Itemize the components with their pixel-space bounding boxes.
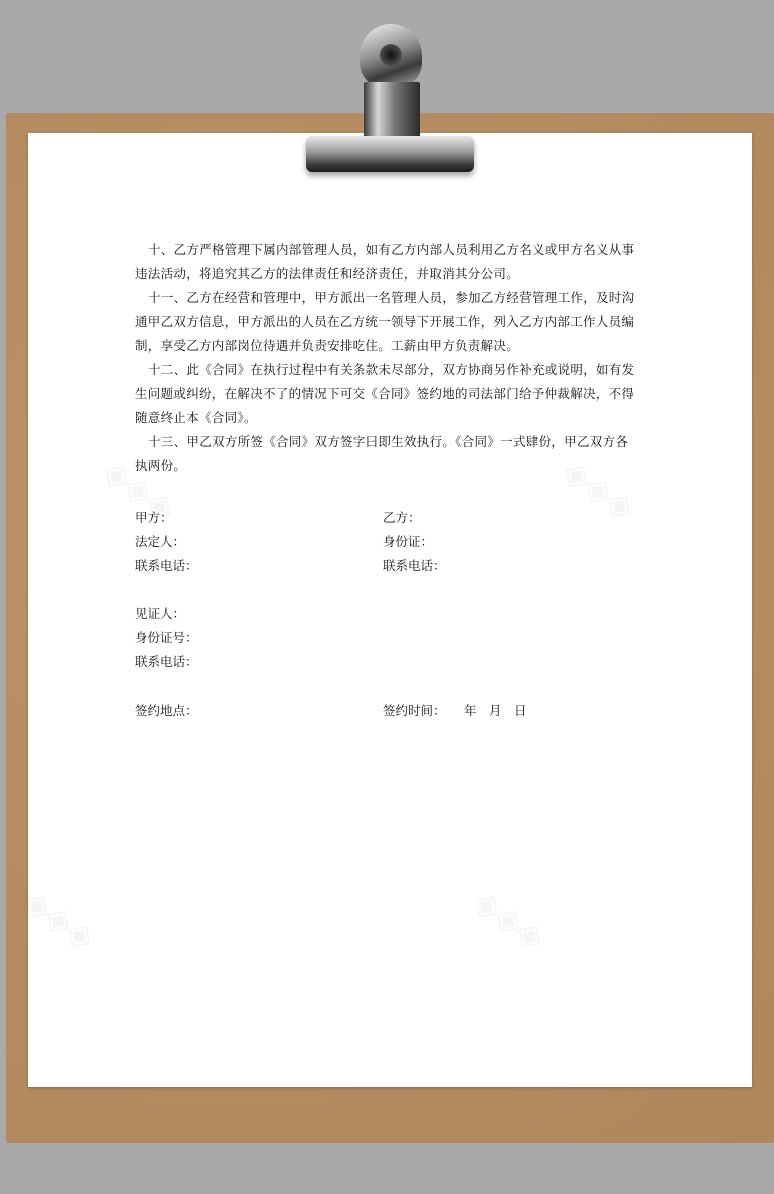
witness-phone-label: 联系电话： — [135, 654, 198, 669]
id-card-label: 身份证： — [383, 534, 434, 549]
phone-b-label: 联系电话： — [383, 558, 446, 573]
party-a-label: 甲方： — [135, 510, 173, 525]
binder-clip-icon — [300, 24, 480, 179]
party-b-label: 乙方： — [383, 510, 421, 525]
legal-rep-label: 法定人： — [135, 534, 186, 549]
phone-a-label: 联系电话： — [135, 558, 198, 573]
clause-11: 十一、乙方在经营和管理中，甲方派出一名管理人员，参加乙方经营管理工作，及时沟通甲乙双方信息，甲方派出的人员在乙方统一领导下开展工作，列入乙方内部工作人员编制，享受乙方内部岗位待遇并负责安排吃住。工薪由甲方负责解决。 — [135, 290, 635, 353]
sign-time-label: 签约时间： — [383, 703, 446, 718]
clause-13: 十三、甲乙双方所签《合同》双方签字曰即生效执行。《合同》一式肆份，甲乙双方各执两份。 — [135, 434, 629, 473]
witness-id-label: 身份证号： — [135, 630, 198, 645]
sign-place-label: 签约地点： — [135, 703, 198, 718]
contract-body — [135, 238, 635, 478]
witness-label: 见证人： — [135, 606, 186, 621]
clause-10: 十、乙方严格管理下属内部管理人员，如有乙方内部人员利用乙方名义或甲方名义从事违法活动，将追究其乙方的法律责任和经济责任，并取消其分公司。 — [135, 242, 635, 281]
clause-12: 十二、此《合同》在执行过程中有关条款未尽部分，双方协商另作补充或说明，如有发生问题或纠纷，在解决不了的情况下可交《合同》签约地的司法部门给予仲裁解决，不得随意终止本《合同》。 — [135, 362, 635, 425]
sign-date-format: 年 月 日 — [464, 703, 527, 718]
